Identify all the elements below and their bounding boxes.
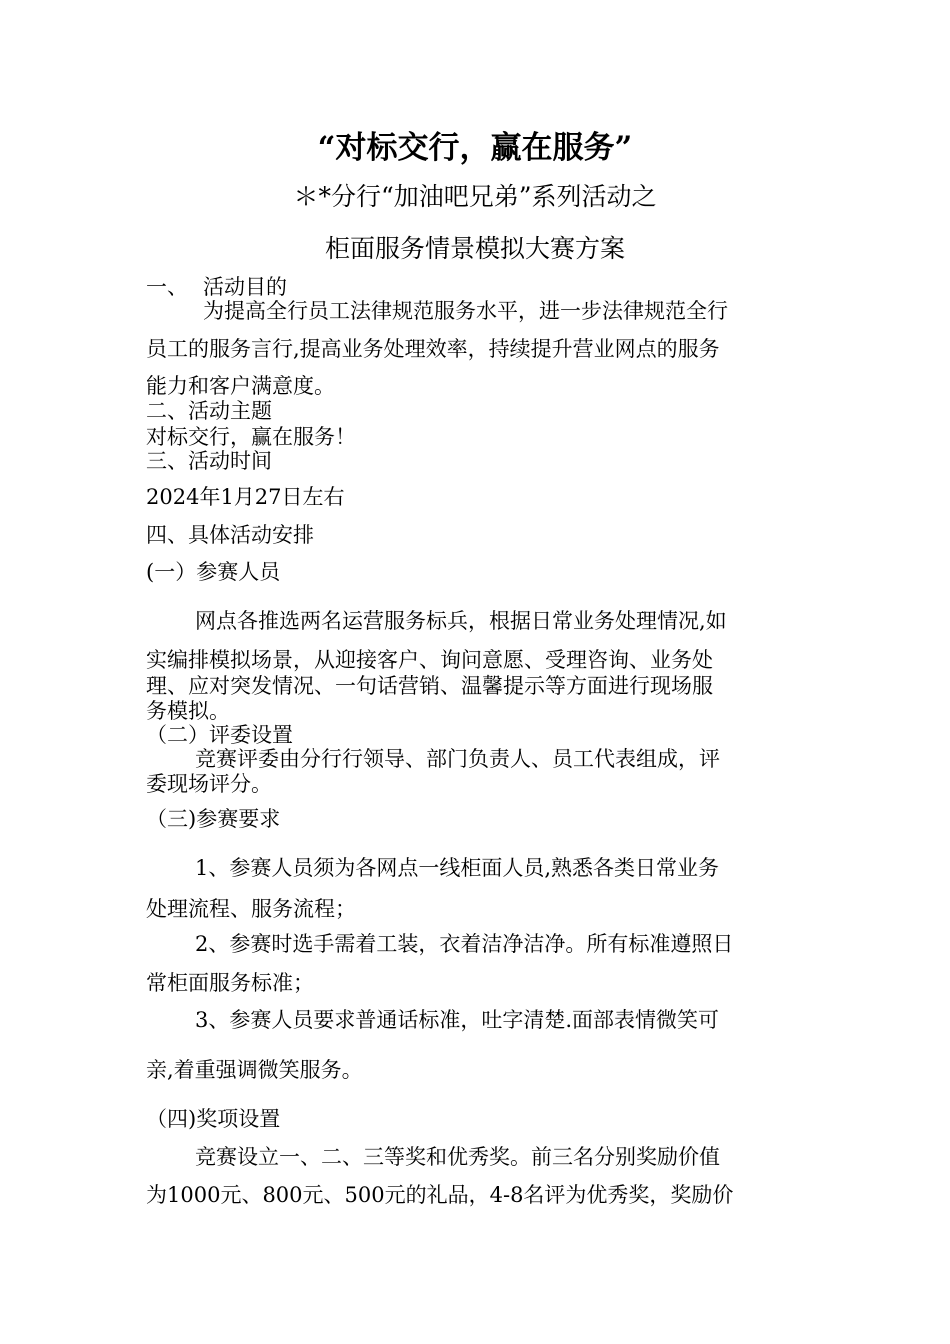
section-1-paragraph-line-3: 能力和客户满意度。 [146, 374, 335, 398]
requirement-2-line-1: 2、参赛时选手需着工装，衣着洁净洁净。所有标准遵照日 [195, 932, 734, 956]
requirement-3-line-1: 3、参赛人员要求普通话标准，吐字清楚.面部表情微笑可 [195, 1008, 720, 1032]
section-4-4-paragraph-line-1: 竞赛设立一、二、三等奖和优秀奖。前三名分别奖励价值 [195, 1145, 720, 1169]
doc-subtitle-2: 柜面服务情景模拟大赛方案 [324, 234, 625, 263]
requirement-1-line-2: 处理流程、服务流程； [146, 897, 356, 921]
section-1-paragraph-line-2: 员工的服务言行,提高业务处理效率，持续提升营业网点的服务 [146, 337, 720, 361]
requirement-2-line-2: 常柜面服务标准； [146, 971, 314, 995]
section-4-4-paragraph-line-2: 为1000元、800元、500元的礼品，4-8名评为优秀奖，奖励价 [146, 1183, 734, 1207]
section-3-heading: 三、活动时间 [146, 449, 272, 473]
section-1-heading: 活动目的 [203, 275, 287, 299]
section-2-body: 对标交行，赢在服务！ [146, 425, 356, 449]
section-4-1-paragraph-line-2: 实编排模拟场景，从迎接客户、询问意愿、受理咨询、业务处 [146, 648, 713, 672]
section-4-3-heading: （三)参赛要求 [146, 807, 281, 831]
section-1-number: 一、 [146, 275, 188, 299]
section-4-1-paragraph-line-4: 务模拟。 [146, 699, 230, 723]
requirement-1-line-1: 1、参赛人员须为各网点一线柜面人员,熟悉各类日常业务 [195, 856, 720, 880]
requirement-3-line-2: 亲,着重强调微笑服务。 [146, 1058, 363, 1082]
section-2-heading: 二、活动主题 [146, 399, 272, 423]
section-4-1-heading: (一）参赛人员 [146, 560, 281, 584]
section-1-paragraph-line-1: 为提高全行员工法律规范服务水平，进一步法律规范全行 [203, 299, 728, 323]
section-4-2-heading: （二）评委设置 [146, 723, 293, 747]
section-4-heading: 四、具体活动安排 [146, 523, 314, 547]
section-4-2-paragraph-line-1: 竞赛评委由分行行领导、部门负责人、员工代表组成，评 [195, 747, 720, 771]
section-3-body: 2024年1月27日左右 [146, 485, 345, 509]
section-4-4-heading: （四)奖项设置 [146, 1107, 281, 1131]
section-4-1-paragraph-line-1: 网点各推选两名运营服务标兵，根据日常业务处理情况,如 [195, 609, 727, 633]
section-4-2-paragraph-line-2: 委现场评分。 [146, 772, 272, 796]
doc-title: “对标交行，赢在服务” [317, 130, 633, 166]
section-4-1-paragraph-line-3: 理、应对突发情况、一句话营销、温馨提示等方面进行现场服 [146, 674, 713, 698]
doc-subtitle-1: ＊*分行“加油吧兄弟”系列活动之 [293, 182, 657, 211]
